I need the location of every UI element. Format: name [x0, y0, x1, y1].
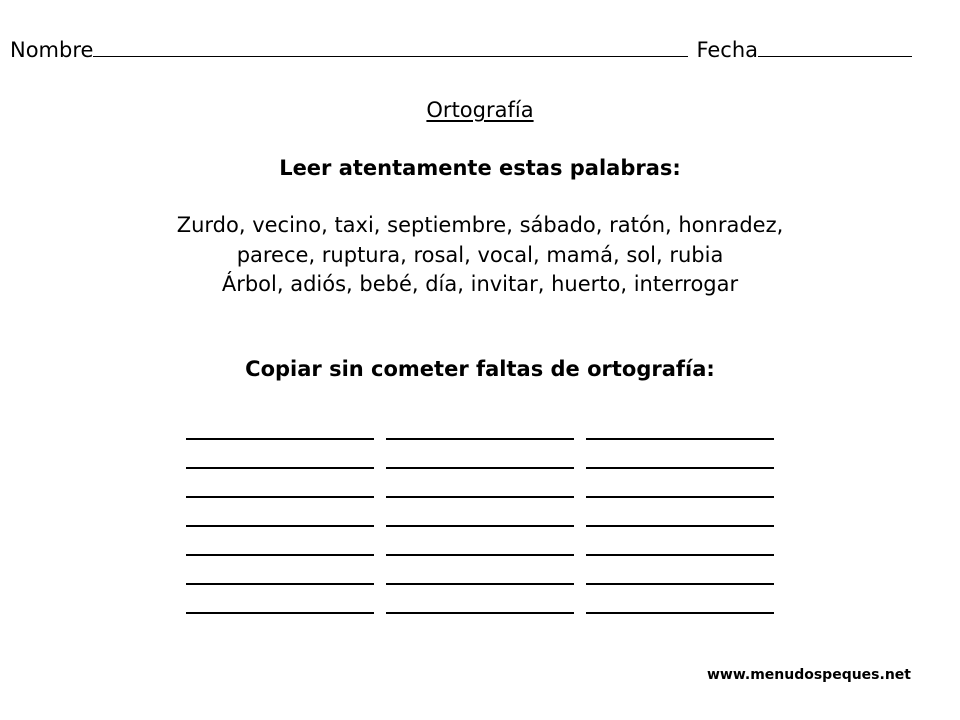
writing-row	[186, 590, 776, 619]
writing-blank[interactable]	[186, 416, 374, 440]
writing-blank[interactable]	[586, 474, 774, 498]
name-field[interactable]	[93, 38, 688, 57]
copy-instruction: Copiar sin cometer faltas de ortografía:	[245, 357, 715, 381]
writing-blank[interactable]	[186, 561, 374, 585]
writing-row	[186, 474, 776, 503]
writing-row	[186, 503, 776, 532]
writing-blank[interactable]	[386, 474, 574, 498]
writing-row	[186, 416, 776, 445]
writing-blank[interactable]	[186, 532, 374, 556]
writing-blank[interactable]	[386, 416, 574, 440]
page-title: Ortografía	[426, 98, 534, 122]
writing-lines	[186, 416, 776, 619]
name-label: Nombre	[10, 38, 94, 62]
writing-blank[interactable]	[586, 503, 774, 527]
writing-blank[interactable]	[386, 590, 574, 614]
writing-blank[interactable]	[186, 445, 374, 469]
writing-blank[interactable]	[386, 445, 574, 469]
date-label: Fecha	[696, 38, 759, 62]
word-line: parece, ruptura, rosal, vocal, mamá, sol, rubia	[236, 242, 724, 267]
writing-blank[interactable]	[586, 445, 774, 469]
word-line: Zurdo, vecino, taxi, septiembre, sábado, ratón, honradez,	[176, 213, 784, 237]
writing-blank[interactable]	[186, 590, 374, 614]
writing-row	[186, 532, 776, 561]
writing-blank[interactable]	[586, 590, 774, 614]
writing-blank[interactable]	[386, 503, 574, 527]
writing-blank[interactable]	[586, 416, 774, 440]
page-title-container	[0, 98, 960, 122]
writing-row	[186, 561, 776, 590]
writing-blank[interactable]	[586, 532, 774, 556]
writing-blank[interactable]	[186, 474, 374, 498]
read-instruction: Leer atentamente estas palabras:	[279, 156, 681, 180]
header-line	[10, 38, 935, 68]
date-field[interactable]	[758, 38, 912, 57]
writing-blank[interactable]	[386, 561, 574, 585]
word-line: Árbol, adiós, bebé, día, invitar, huerto, interrogar	[221, 272, 739, 296]
writing-blank[interactable]	[586, 561, 774, 585]
writing-row	[186, 445, 776, 474]
footer-website: www.menudospeques.net	[706, 667, 911, 683]
writing-blank[interactable]	[186, 503, 374, 527]
writing-blank[interactable]	[386, 532, 574, 556]
word-list	[0, 211, 960, 300]
